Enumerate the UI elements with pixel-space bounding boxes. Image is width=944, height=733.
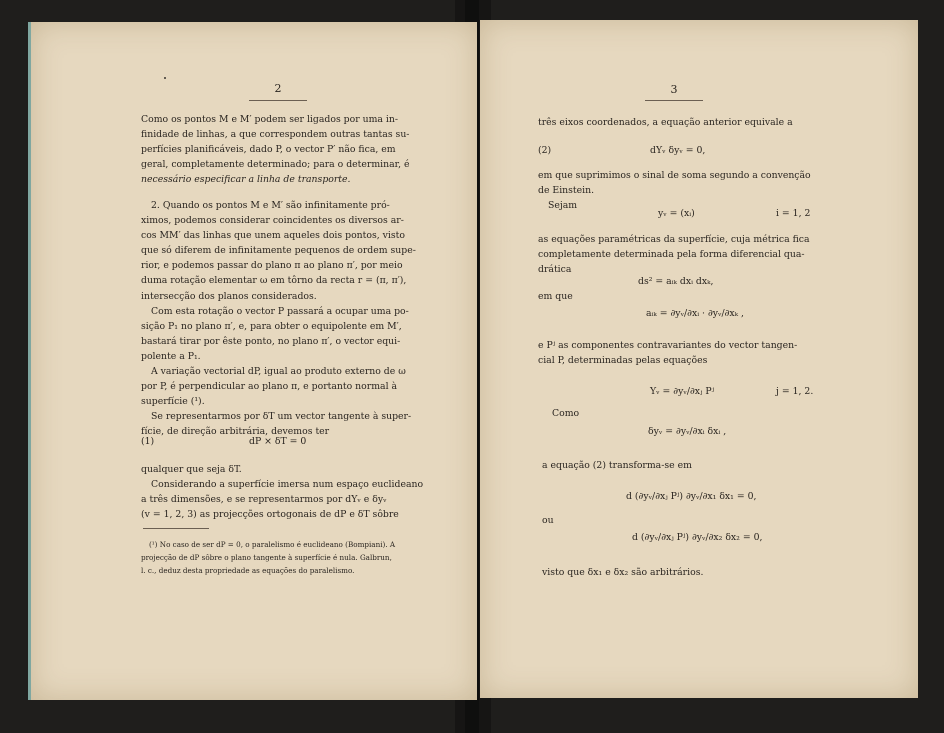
paragraph bbox=[538, 168, 811, 213]
equation: yᵥ = (xᵢ) bbox=[658, 208, 695, 219]
text-line: e Pʲ as componentes contravariantes do vector tangen- bbox=[538, 340, 798, 351]
text-line: 2. Quando os pontos M e M′ são infinitamente pró- bbox=[151, 200, 390, 211]
equation: δyᵥ = ∂yᵥ/∂xᵢ δxᵢ , bbox=[648, 426, 727, 437]
text-line: três eixos coordenados, a equação anterior equivale a bbox=[538, 117, 793, 128]
text-line: Com esta rotação o vector P passará a ocupar uma po- bbox=[151, 305, 409, 317]
text-line: ximos, podemos considerar coincidentes os diversos ar- bbox=[141, 215, 404, 227]
text-line: a equação (2) transforma-se em bbox=[542, 460, 692, 471]
text-line: cial P, determinadas pelas equações bbox=[538, 355, 708, 367]
equation-index: j = 1, 2. bbox=[776, 386, 814, 397]
equation: ds² = aᵢₖ dxᵢ dxₖ, bbox=[638, 276, 714, 287]
text-line: a três dimensões, e se representarmos por dYᵥ e δyᵥ bbox=[141, 494, 387, 506]
text-line: cos MM′ das linhas que unem aqueles dois pontos, visto bbox=[141, 230, 406, 242]
footnote-rule bbox=[143, 528, 209, 529]
footnote-line: l. c., deduz desta propriedade as equações do paralelismo. bbox=[141, 566, 355, 575]
equation: dP × δT = 0 bbox=[249, 436, 307, 447]
page-number-rule bbox=[645, 100, 703, 101]
paragraph bbox=[538, 232, 810, 277]
paragraph-2 bbox=[141, 198, 416, 440]
text-line: geral, completamente determinado; para o determinar, é bbox=[141, 159, 410, 171]
text-line: que só diferem de infinitamente pequenos de ordem supe- bbox=[141, 245, 416, 257]
text-line: em que bbox=[538, 291, 573, 302]
equation: aᵢₖ = ∂yᵥ/∂xᵢ · ∂yᵥ/∂xₖ , bbox=[646, 308, 744, 319]
footnote-line: (¹) No caso de ser dP = 0, o paralelismo é euclideano (Bompiani). A bbox=[149, 540, 396, 549]
equation-index: i = 1, 2 bbox=[776, 208, 811, 219]
page-number: 3 bbox=[670, 83, 678, 96]
text-line: Como os pontos M e M′ podem ser ligados por uma in- bbox=[141, 114, 399, 125]
paragraph-1 bbox=[141, 112, 410, 187]
text-line: rior, e podemos passar do plano π ao plano π′, por meio bbox=[141, 260, 403, 272]
text-line: perfícies planificáveis, dado P, o vector P′ não fica, em bbox=[141, 144, 396, 156]
text-line: completamente determinada pela forma diferencial qua- bbox=[538, 249, 805, 261]
text-line: qualquer que seja δT. bbox=[141, 464, 242, 475]
text-line: sição P₁ no plano π′, e, para obter o equipolente em M′, bbox=[141, 320, 402, 332]
text-line: fície, de direção arbitrária, devemos ter bbox=[141, 426, 330, 438]
equation: d (∂yᵥ/∂xⱼ Pʲ) ∂yᵥ/∂x₁ δx₁ = 0, bbox=[626, 491, 757, 502]
text-line: (v = 1, 2, 3) as projecções ortogonais de dP e δT sôbre bbox=[141, 509, 399, 521]
footnote bbox=[141, 538, 395, 577]
left-page bbox=[28, 22, 477, 700]
text-line: necessário especificar a linha de transporte. bbox=[141, 174, 351, 186]
text-line: de Einstein. bbox=[538, 185, 595, 197]
text-line: por P, é perpendicular ao plano π, e portanto normal à bbox=[141, 381, 398, 393]
equation: Yᵥ = ∂yᵥ/∂xⱼ Pʲ bbox=[650, 386, 715, 397]
text-line: superfície (¹). bbox=[141, 396, 205, 408]
text-line: A variação vectorial dP, igual ao produto externo de ω bbox=[151, 366, 406, 378]
text-line: polente a P₁. bbox=[141, 350, 201, 362]
text-line: Sejam bbox=[548, 200, 578, 212]
equation-label: (1) bbox=[141, 436, 155, 447]
page-number-rule bbox=[249, 100, 307, 101]
text-line: visto que δx₁ e δx₂ são arbitrários. bbox=[542, 567, 704, 578]
paragraph-3 bbox=[141, 462, 423, 522]
ink-dot bbox=[164, 77, 166, 79]
right-page bbox=[480, 20, 918, 698]
text-line: Como bbox=[552, 408, 580, 419]
equation: d (∂yᵥ/∂xⱼ Pʲ) ∂yᵥ/∂x₂ δx₂ = 0, bbox=[632, 532, 763, 543]
text-line: Se representarmos por δT um vector tangente à super- bbox=[151, 411, 412, 423]
page-number: 2 bbox=[274, 82, 282, 95]
text-line: drática bbox=[538, 264, 572, 276]
text-line: bastará tirar por êste ponto, no plano π′, o vector equi- bbox=[141, 335, 401, 347]
text-line: ou bbox=[542, 515, 554, 526]
text-line: em que suprimimos o sinal de soma segundo a convenção bbox=[538, 170, 811, 181]
text-line: intersecção dos planos considerados. bbox=[141, 290, 317, 302]
paragraph bbox=[538, 338, 797, 368]
equation: dYᵥ δyᵥ = 0, bbox=[650, 145, 706, 156]
text-line: as equações paramétricas da superfície, cuja métrica fica bbox=[538, 234, 810, 245]
equation-label: (2) bbox=[538, 145, 552, 156]
text-line: duma rotação elementar ω em tôrno da recta r = (π, π′), bbox=[141, 275, 407, 287]
footnote-line: projecção de dP sôbre o plano tangente à superfície é nula. Galbrun, bbox=[141, 553, 392, 562]
text-line: Considerando a superfície imersa num espaço euclideano bbox=[151, 479, 424, 491]
text-line: finidade de linhas, a que correspondem outras tantas su- bbox=[141, 129, 410, 141]
